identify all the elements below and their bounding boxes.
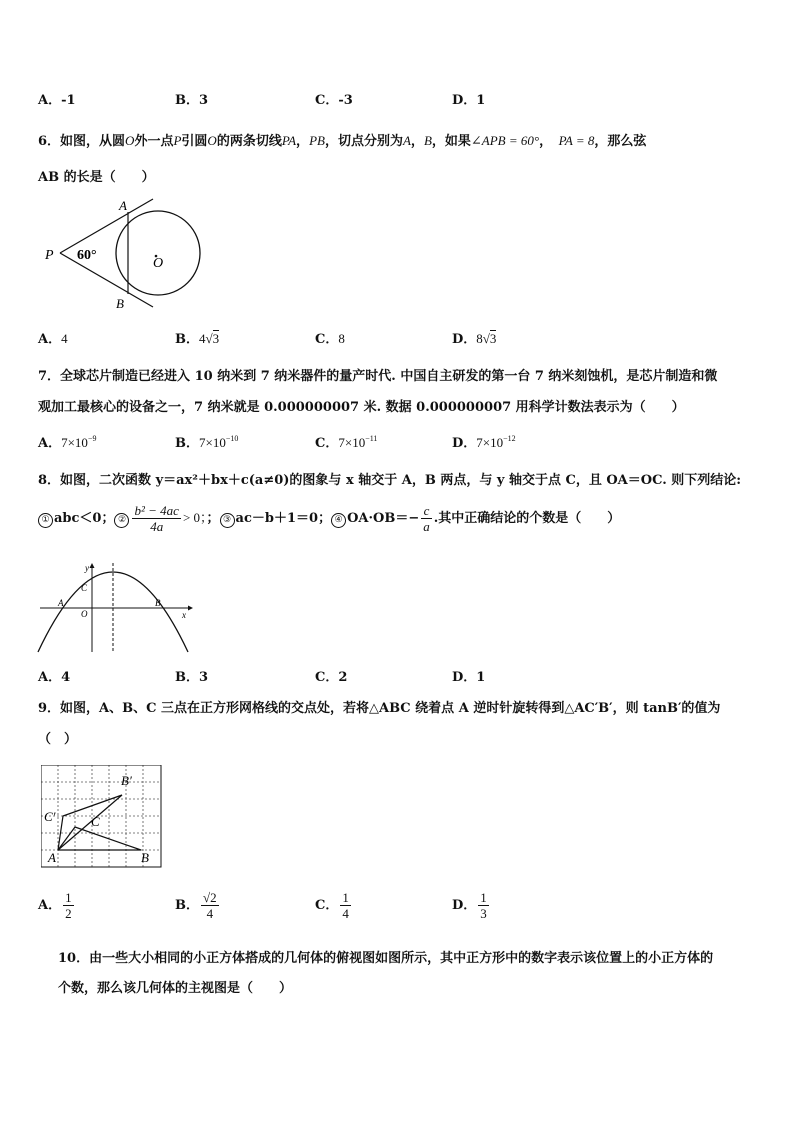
q8-x-arrow-icon <box>188 606 193 611</box>
q9-options <box>38 890 738 930</box>
q8-option-c[interactable]: C．2 <box>315 670 348 685</box>
q6-tangent-pb <box>60 253 153 307</box>
q9-label-c: C <box>91 814 100 829</box>
q6-option-b[interactable]: B．4√3 <box>175 331 220 347</box>
q6-label-a: A <box>119 198 127 213</box>
q8-option-b[interactable]: B．3 <box>175 670 209 685</box>
q7-option-c[interactable]: C．$7\times 10^{-11}$ <box>315 434 378 451</box>
q9-stem-line2: （ ） <box>38 732 78 747</box>
q8-label-y: y <box>85 563 89 573</box>
q6-figure <box>40 195 210 315</box>
q7-stem-line1: 7．全球芯片制造已经进入 10 纳米到 7 纳米器件的量产时代. 中国自主研发的第一台 7 纳米刻蚀机，是芯片制造和微 <box>38 369 718 384</box>
q8-option-d[interactable]: D．1 <box>452 670 486 685</box>
q8-option-a[interactable]: A．4 <box>38 670 71 685</box>
q8-stem-line1: 8．如图，二次函数 y＝ax²＋bx＋c(a≠0)的图象与 x 轴交于 A，B 两点，与 y 轴交于点 C，且 OA＝OC. 则下列结论: <box>38 473 742 488</box>
q6-option-a[interactable]: A．4 <box>38 331 68 347</box>
q9-triangle-abc <box>58 827 141 850</box>
q5-option-a[interactable]: A．-1 <box>38 93 76 108</box>
q9-label-cp: C′ <box>44 809 56 824</box>
q9-label-bp: B′ <box>121 773 132 788</box>
q9-option-d[interactable]: D． $\frac{1}{3}$ <box>452 890 487 921</box>
q6-label-angle: 60° <box>77 248 97 263</box>
q8-options <box>38 666 738 690</box>
q7-option-b[interactable]: B．$7\times 10^{-10}$ <box>175 434 239 451</box>
q7-options <box>38 432 738 456</box>
q8-label-b: B <box>155 598 161 608</box>
q6-option-d[interactable]: D．8√3 <box>452 331 497 347</box>
q9-label-b: B <box>141 850 149 865</box>
q9-stem-line1: 9．如图，A、B、C 三点在正方形网格线的交点处，若将△ABC 绕着点 A 逆时针旋转得到△AC′B′，则 tanB′的值为 <box>38 701 721 716</box>
q6-tangent-pa <box>60 199 153 253</box>
q8-figure <box>36 560 196 655</box>
q9-figure <box>41 765 163 869</box>
q10-stem-line2: 个数，那么该几何体的主视图是（ ） <box>58 981 293 996</box>
q9-label-a: A <box>48 850 56 865</box>
q6-options <box>38 328 738 352</box>
q8-label-x: x <box>182 610 186 620</box>
q6-stem-line1: 6．如图，从圆O外一点P引圆O的两条切线PA，PB，切点分别为A，B，如果∠APB = 60°， PA = 8，那么弦 <box>38 133 647 149</box>
q5-option-c[interactable]: C．-3 <box>315 93 353 108</box>
q9-triangle-acpbp <box>58 795 122 850</box>
q10-stem-line1: 10．由一些大小相同的小正方体搭成的几何体的俯视图如图所示，其中正方形中的数字表示该位置上的小正方体的 <box>58 951 714 966</box>
q7-option-d[interactable]: D．$7\times 10^{-12}$ <box>452 434 516 451</box>
q6-label-b: B <box>116 296 124 311</box>
q9-option-b[interactable]: B． $\frac{√2}{4}$ <box>175 890 217 921</box>
q7-stem-line2: 观加工最核心的设备之一，7 纳米就是 0.000000007 米. 数据 0.000000007 用科学计数法表示为（ ） <box>38 400 685 415</box>
q8-y-arrow-icon <box>90 563 95 568</box>
q6-label-p: P <box>45 248 54 263</box>
q6-option-c[interactable]: C．8 <box>315 331 345 347</box>
q5-option-d[interactable]: D．1 <box>452 93 486 108</box>
q8-label-o: O <box>81 609 88 619</box>
q8-label-c: C <box>81 583 88 593</box>
q9-option-a[interactable]: A． $\frac{1}{2}$ <box>38 890 72 921</box>
q9-option-c[interactable]: C． $\frac{1}{4}$ <box>315 890 349 921</box>
q8-label-a: A <box>58 598 64 608</box>
q5-options <box>38 89 738 113</box>
q5-option-b[interactable]: B．3 <box>175 93 209 108</box>
q7-option-a[interactable]: A．$7\times 10^{-9}$ <box>38 434 97 451</box>
q6-circle <box>116 211 200 295</box>
q8-stem-line2: ① abc＜0； ② $\frac{\text{b² − 4ac}}{4a}$ > 0；； ③ ac－b＋1＝0； ④ OA·OB＝− $\frac{c}{a}$ .其中正确结论的个数是（ ） <box>38 503 620 534</box>
q6-label-o: O <box>153 256 164 271</box>
q6-stem-line2: AB 的长是（ ） <box>38 170 155 185</box>
